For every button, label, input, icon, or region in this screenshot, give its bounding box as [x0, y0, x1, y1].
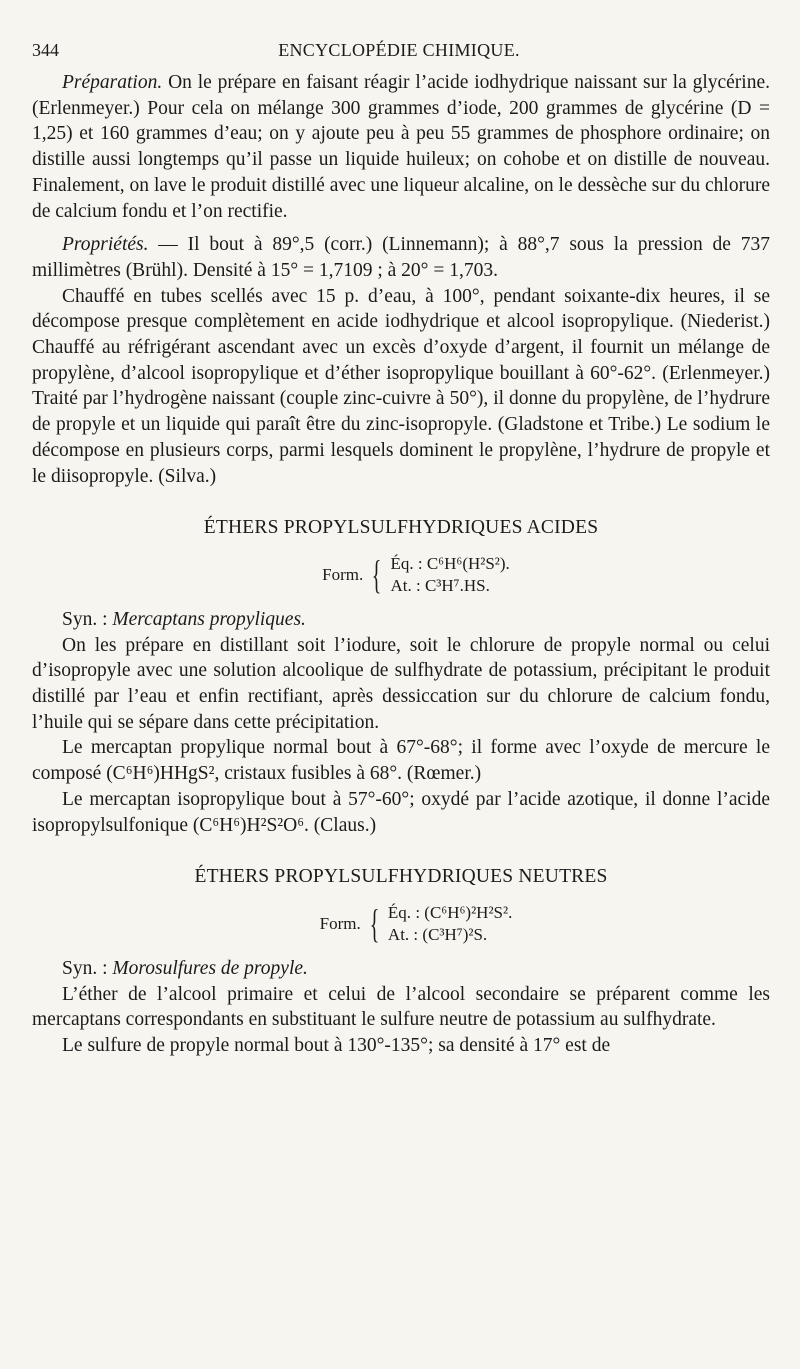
- running-title: ENCYCLOPÉDIE CHIMIQUE.: [278, 40, 520, 60]
- acides-paragraph-3: Le mercaptan isopropylique bout à 57°-60°; oxydé par l’acide azotique, il donne l’acide isopropylsulfonique (C⁶H⁶)H²S²O⁶. (Claus.): [32, 788, 770, 836]
- formula-at-row: At. : C³H⁷.HS.: [390, 575, 490, 595]
- proprietes-paragraph-2: Chauffé en tubes scellés avec 15 p. d’eau, à 100°, pendant soixante-dix heures, il se décompose presque complètement en acide iodhydrique et alcool isopropylique. (Niederist.) Chauffé au réfrigérant ascendant avec un excès d’oxyde d’argent, il fournit un mélange de propylène, d’alcool isopropylique et d’éther isopropylique bouillant à 60°-62°. (Erlenmeyer.) Traité par l’hydrogène naissant (couple zinc-cuivre à 50°), il donne du propylène, de l’hydrure de propyle et un liquide qui paraît être du zinc-isopropyle. (Gladstone et Tribe.) Le sodium le décompose en plusieurs corps, parmi lesquels dominent le propylène, l’hydrure de propyle et le diisopropyle. (Silva.): [32, 285, 770, 487]
- brace-icon: {: [369, 900, 380, 946]
- preparation-paragraph: [32, 70, 770, 224]
- formula-eq-row: Éq. : (C⁶H⁶)²H²S².: [387, 902, 513, 922]
- neutres-paragraph-1: L’éther de l’alcool primaire et celui de l’alcool secondaire se préparent comme les mercaptans correspondants en substituant le sulfure neutre de potassium au sulfhydrate.: [32, 983, 770, 1031]
- formula-block-acides: [62, 553, 770, 597]
- preparation-label: Préparation.: [62, 72, 163, 93]
- synonym-neutres: Syn. : Morosulfures de propyle.: [62, 957, 308, 979]
- synonym-acides: Syn. : Mercaptans propyliques.: [62, 608, 306, 630]
- formula-at: (C³H⁷)²S.: [422, 924, 488, 944]
- formula-eq-row: Éq. : C⁶H⁶(H²S²).: [390, 553, 510, 573]
- acides-paragraph-1: On les prépare en distillant soit l’iodure, soit le chlorure de propyle normal ou celui d’isopropyle avec une solution alcoolique de sulfhydrate de potassium, précipitant le produit distillé par l’eau et enfin rectifiant, après dessiccation sur du chlorure de calcium fondu, l’huile qui se sépare dans cette précipitation.: [32, 634, 770, 733]
- proprietes-label: Propriétés.: [62, 234, 149, 256]
- formula-eq: (C⁶H⁶)²H²S².: [424, 902, 513, 922]
- preparation-text: On le prépare en faisant réagir l’acide iodhydrique naissant sur la glycérine. (Erlenmeyer.) Pour cela on mélange 300 grammes d’iode, 200 grammes de glycérine (D = 1,25) et 160 grammes d’eau; on y ajoute peu à peu 55 grammes de phosphore ordinaire; on distille aussi longtemps qu’il passe un liquide huileux; on cohobe et on distille de nouveau. Finalement, on lave le produit distillé avec une liqueur alcaline, on le dessèche sur du chlorure de calcium fondu et l’on rectifie.: [32, 72, 770, 222]
- proprietes-text: — Il bout à 89°,5 (corr.) (Linnemann); à 88°,7 sous la pression de 737 millimètres (Brühl). Densité à 15° = 1,7109 ; à 20° = 1,703.: [32, 234, 770, 281]
- formula-label: Form.: [319, 913, 361, 933]
- formula-at-row: At. : (C³H⁷)²S.: [387, 924, 488, 944]
- acides-paragraph-2: Le mercaptan propylique normal bout à 67°-68°; il forme avec l’oxyde de mercure le composé (C⁶H⁶)HHgS², cristaux fusibles à 68°. (Rœmer.): [32, 737, 770, 785]
- page-header: [32, 40, 766, 70]
- formula-label: Form.: [322, 564, 364, 584]
- page-number: 344: [32, 40, 59, 60]
- page-body: [32, 70, 770, 1059]
- section-title-neutres: ÉTHERS PROPYLSULFHYDRIQUES NEUTRES: [194, 866, 608, 888]
- formula-eq: C⁶H⁶(H²S²).: [426, 553, 510, 573]
- formula-at: C³H⁷.HS.: [424, 575, 490, 595]
- formula-block-neutres: [62, 902, 770, 946]
- proprietes-paragraph: [32, 232, 770, 283]
- section-title-acides: ÉTHERS PROPYLSULFHYDRIQUES ACIDES: [203, 517, 599, 539]
- brace-icon: {: [372, 551, 382, 597]
- neutres-paragraph-2: Le sulfure de propyle normal bout à 130°-135°; sa densité à 17° est de: [62, 1035, 611, 1057]
